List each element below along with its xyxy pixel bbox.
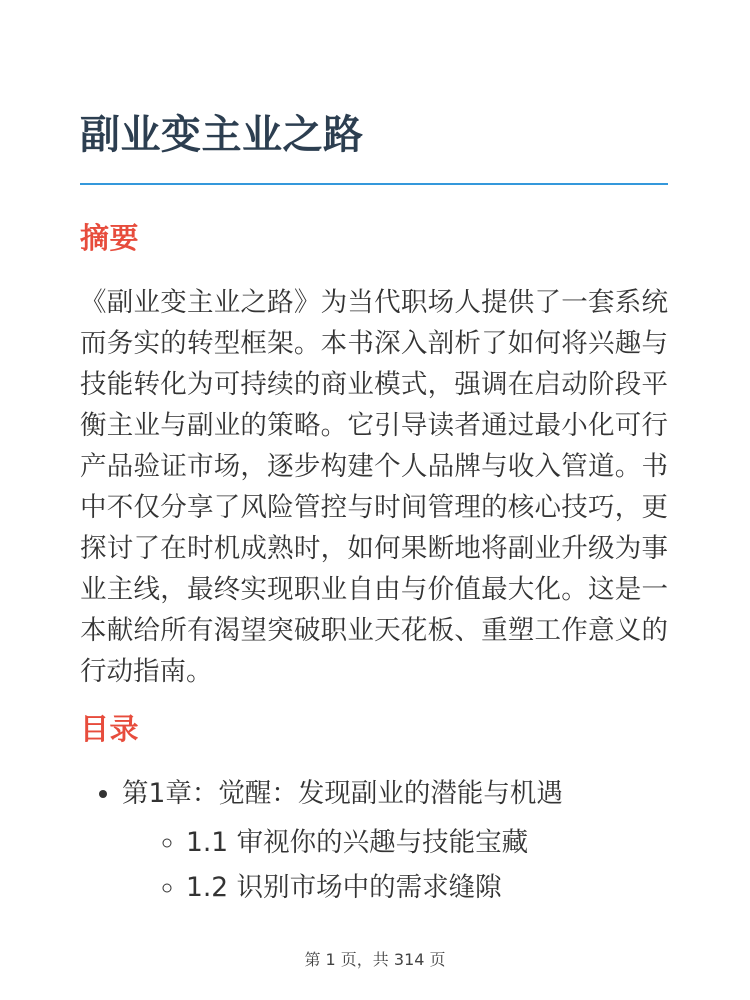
toc-sublist — [122, 822, 668, 908]
toc-chapter-label: 第1章：觉醒：发现副业的潜能与机遇 — [122, 778, 563, 809]
toc-list — [80, 773, 668, 908]
book-title: 副业变主业之路 — [80, 0, 668, 185]
summary-paragraph: 《副业变主业之路》为当代职场人提供了一套系统而务实的转型框架。本书深入剖析了如何将兴趣与技能转化为可持续的商业模式，强调在启动阶段平衡主业与副业的策略。它引导读者通过最小化可行产品验证市场，逐步构建个人品牌与收入管道。书中不仅分享了风险管控与时间管理的核心技巧，更探讨了在时机成熟时，如何果断地将副业升级为事业主线，最终实现职业自由与价值最大化。这是一本献给所有渴望突破职业天花板、重塑工作意义的行动指南。 — [80, 287, 668, 687]
summary-heading: 摘要 — [80, 221, 140, 255]
page-number-indicator: 第 1 页，共 314 页 — [304, 950, 446, 969]
toc-section-item: ◦ 1.2 识别市场中的需求缝隙 — [186, 867, 668, 908]
toc-chapter-item — [122, 773, 668, 908]
toc-section-item: ◦ 1.1 审视你的兴趣与技能宝藏 — [186, 822, 668, 863]
toc-heading: 目录 — [80, 712, 140, 746]
